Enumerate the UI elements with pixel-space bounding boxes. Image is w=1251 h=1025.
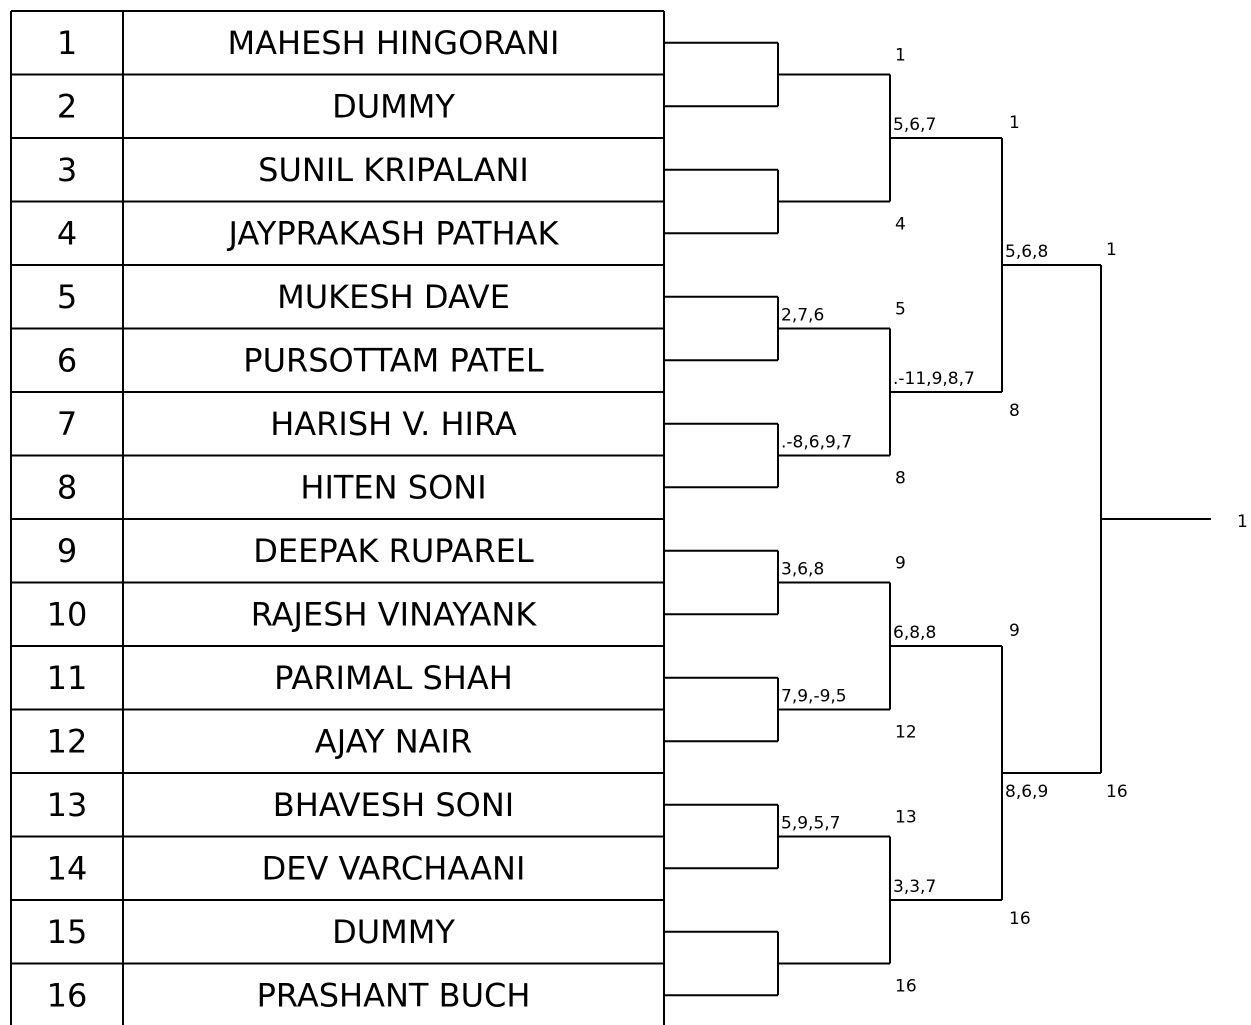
player-name: HITEN SONI [300, 468, 487, 507]
round1-score: 2,7,6 [781, 305, 825, 326]
player-name: BHAVESH SONI [272, 785, 515, 824]
player-name: RAJESH VINAYANK [250, 595, 537, 634]
player-name: DEEPAK RUPAREL [253, 531, 534, 570]
round1-winner: 13 [895, 807, 917, 828]
player-seed: 13 [46, 785, 88, 824]
champion-label: 1 [1237, 512, 1248, 532]
player-seed: 15 [46, 912, 88, 951]
round3-winner: 16 [1106, 782, 1128, 802]
round3-winner: 1 [1106, 240, 1117, 260]
player-seed: 8 [56, 468, 78, 507]
player-name: AJAY NAIR [314, 722, 473, 761]
player-name: JAYPRAKASH PATHAK [228, 214, 559, 253]
round3-score: 8,6,9 [1005, 782, 1049, 802]
player-name: HARISH V. HIRA [270, 404, 517, 443]
round2-score: 3,3,7 [893, 877, 937, 897]
player-name: PRASHANT BUCH [256, 976, 531, 1015]
player-name: MAHESH HINGORANI [227, 23, 560, 62]
round2-score: 6,8,8 [893, 623, 937, 643]
round1-winner: 4 [895, 214, 906, 235]
bracket-lines [664, 43, 1211, 996]
player-seed: 9 [56, 531, 78, 570]
player-seed: 16 [46, 976, 88, 1015]
bracket-labels [781, 46, 1248, 997]
player-name: PURSOTTAM PATEL [243, 341, 544, 380]
round1-winner: 8 [895, 468, 906, 489]
player-seed: 10 [46, 595, 88, 634]
round1-score: 3,6,8 [781, 559, 825, 580]
player-seed: 2 [56, 87, 78, 126]
player-seed: 5 [56, 277, 78, 316]
player-seed: 4 [56, 214, 78, 253]
player-name: SUNIL KRIPALANI [258, 150, 529, 189]
round1-winner: 1 [895, 45, 906, 66]
round3-score: 5,6,8 [1005, 242, 1049, 262]
round1-score: 7,9,-9,5 [781, 686, 847, 707]
round1-score: .-8,6,9,7 [781, 432, 853, 453]
player-seed: 12 [46, 722, 88, 761]
round2-winner: 1 [1009, 113, 1020, 133]
round1-score: 5,9,5,7 [781, 813, 841, 834]
round1-winner: 16 [895, 976, 917, 997]
round1-winner: 12 [895, 722, 917, 743]
player-seed: 6 [56, 341, 78, 380]
player-seed: 7 [56, 404, 78, 443]
round1-winner: 9 [895, 553, 906, 574]
round2-score: .-11,9,8,7 [893, 369, 975, 389]
player-seed: 14 [46, 849, 88, 888]
round2-winner: 8 [1009, 401, 1020, 421]
player-name: DUMMY [332, 87, 455, 126]
round2-winner: 9 [1009, 621, 1020, 641]
player-seed: 1 [56, 23, 78, 62]
round2-score: 5,6,7 [893, 115, 937, 135]
player-seed: 11 [46, 658, 88, 697]
player-name: DUMMY [332, 912, 455, 951]
player-seed: 3 [56, 150, 78, 189]
round2-winner: 16 [1009, 909, 1031, 929]
round1-winner: 5 [895, 299, 906, 320]
player-name: PARIMAL SHAH [274, 658, 513, 697]
player-name: DEV VARCHAANI [261, 849, 526, 888]
player-name: MUKESH DAVE [277, 277, 510, 316]
